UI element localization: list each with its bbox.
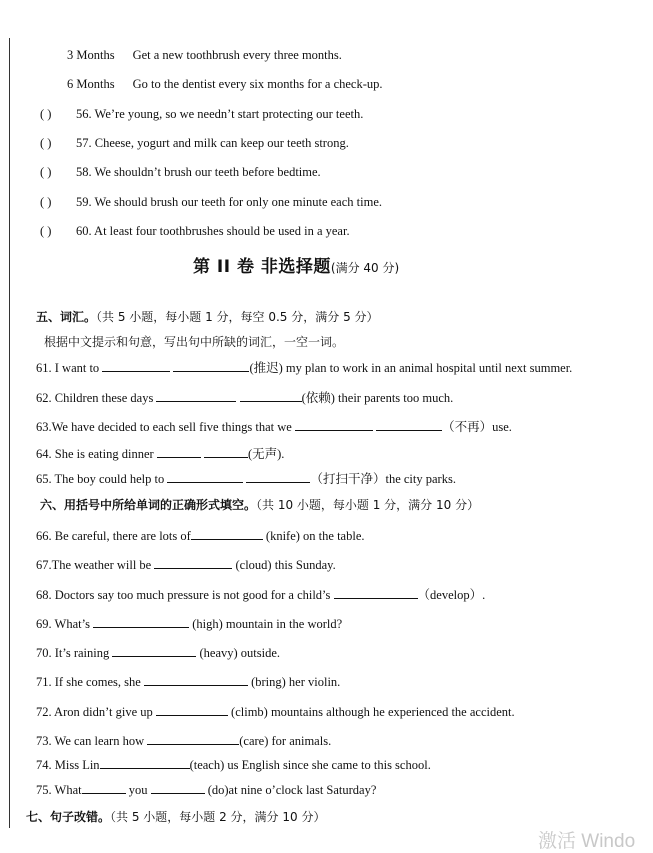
question-text: 71. If she comes, she bbox=[36, 675, 141, 689]
question-text: (teach) us English since she came to this school. bbox=[189, 758, 431, 772]
question-text: 60. At least four toothbrushes should be used in a year. bbox=[76, 224, 350, 238]
question-text: 75. What bbox=[36, 783, 82, 797]
question-text: 67.The weather will be bbox=[36, 558, 152, 572]
answer-blank[interactable] bbox=[112, 644, 196, 657]
answer-blank[interactable] bbox=[204, 445, 248, 458]
question-text: （不再）use. bbox=[442, 420, 512, 434]
answer-blank[interactable] bbox=[156, 389, 236, 402]
question-text: (knife) on the table. bbox=[265, 529, 365, 543]
question-text: (bring) her violin. bbox=[251, 675, 341, 689]
question-text: 56. We’re young, so we needn’t start protecting our teeth. bbox=[76, 107, 364, 121]
question-text: 61. I want to bbox=[36, 361, 100, 375]
schedule-row bbox=[67, 76, 383, 92]
answer-blank[interactable] bbox=[157, 445, 201, 458]
schedule-time: 3 Months bbox=[67, 48, 115, 62]
answer-blank[interactable] bbox=[93, 615, 189, 628]
section-heading-title: 六、用括号中所给单词的正确形式填空。 bbox=[40, 498, 257, 512]
answer-blank[interactable] bbox=[240, 389, 302, 402]
question-text: 68. Doctors say too much pressure is not good for a child’s bbox=[36, 588, 331, 602]
fill-question bbox=[36, 781, 376, 798]
judge-question bbox=[40, 164, 321, 180]
part-score: (满分 40 分) bbox=[330, 261, 400, 275]
answer-blank[interactable] bbox=[334, 586, 418, 599]
schedule-time: 6 Months bbox=[67, 77, 115, 91]
fill-question bbox=[36, 732, 331, 749]
schedule-text: Go to the dentist every six months for a check-up. bbox=[132, 77, 383, 91]
question-text: (heavy) outside. bbox=[199, 646, 281, 660]
question-text: 73. We can learn how bbox=[36, 734, 145, 748]
answer-paren[interactable]: ( ) bbox=[40, 224, 52, 238]
question-text: 65. The boy could help to bbox=[36, 472, 165, 486]
answer-paren[interactable]: ( ) bbox=[40, 136, 52, 150]
fill-question bbox=[36, 470, 456, 487]
question-text: 58. We shouldn’t brush our teeth before bedtime. bbox=[76, 165, 321, 179]
question-text: (do)at nine o’clock last Saturday? bbox=[207, 783, 377, 797]
judge-question bbox=[40, 194, 382, 210]
schedule-row bbox=[67, 47, 342, 63]
question-text: (high) mountain in the world? bbox=[192, 617, 343, 631]
answer-blank[interactable] bbox=[173, 359, 249, 372]
answer-blank[interactable] bbox=[156, 703, 228, 716]
question-text: 69. What’s bbox=[36, 617, 90, 631]
question-text: 62. Children these days bbox=[36, 391, 154, 405]
answer-blank[interactable] bbox=[100, 756, 190, 769]
fill-question bbox=[36, 445, 284, 462]
question-text: (cloud) this Sunday. bbox=[235, 558, 336, 572]
fill-question bbox=[36, 389, 453, 406]
fill-question bbox=[36, 418, 512, 435]
judge-question bbox=[40, 106, 363, 122]
section-heading-title: 七、句子改错。 bbox=[26, 810, 111, 824]
question-text: （打扫干净）the city parks. bbox=[310, 472, 456, 486]
question-text: 74. Miss Lin bbox=[36, 758, 100, 772]
section-heading bbox=[26, 809, 325, 825]
fill-question bbox=[36, 527, 365, 544]
section-heading-info: （共 5 小题，每小题 2 分，满分 10 分） bbox=[110, 810, 326, 824]
question-text: 72. Aron didn’t give up bbox=[36, 705, 153, 719]
part-title bbox=[193, 256, 399, 279]
fill-question bbox=[36, 703, 515, 720]
answer-blank[interactable] bbox=[82, 781, 126, 794]
schedule-text: Get a new toothbrush every three months. bbox=[132, 48, 342, 62]
answer-blank[interactable] bbox=[147, 732, 239, 745]
fill-question bbox=[36, 359, 572, 376]
margin-line bbox=[9, 38, 10, 828]
question-text: （develop）. bbox=[417, 588, 486, 602]
fill-question bbox=[36, 644, 280, 661]
activation-watermark: 激活 Windo bbox=[538, 831, 636, 852]
section-heading-title: 五、词汇。 bbox=[36, 310, 97, 324]
question-text: (无声). bbox=[247, 447, 285, 461]
question-text: you bbox=[128, 783, 148, 797]
answer-blank[interactable] bbox=[144, 673, 248, 686]
question-text: 70. It’s raining bbox=[36, 646, 110, 660]
question-text: 63.We have decided to each sell five things that we bbox=[36, 420, 292, 434]
fill-question bbox=[36, 556, 336, 573]
answer-blank[interactable] bbox=[295, 418, 373, 431]
answer-paren[interactable]: ( ) bbox=[40, 107, 52, 121]
answer-blank[interactable] bbox=[154, 556, 232, 569]
answer-blank[interactable] bbox=[151, 781, 205, 794]
section-heading-info: （共 5 小题，每小题 1 分，每空 0.5 分，满分 5 分） bbox=[96, 310, 379, 324]
section-heading-info: （共 10 小题，每小题 1 分，满分 10 分） bbox=[256, 498, 480, 512]
part-title-text: 第 II 卷 非选择题 bbox=[193, 257, 331, 277]
judge-question bbox=[40, 223, 350, 239]
question-text: (climb) mountains although he experienced the accident. bbox=[231, 705, 515, 719]
question-text: 57. Cheese, yogurt and milk can keep our teeth strong. bbox=[76, 136, 349, 150]
fill-question bbox=[36, 756, 431, 773]
answer-paren[interactable]: ( ) bbox=[40, 165, 52, 179]
answer-blank[interactable] bbox=[102, 359, 170, 372]
section-heading bbox=[40, 497, 479, 513]
question-text: (推迟) my plan to work in an animal hospital until next summer. bbox=[249, 361, 573, 375]
answer-blank[interactable] bbox=[246, 470, 310, 483]
question-text: 59. We should brush our teeth for only one minute each time. bbox=[76, 195, 382, 209]
answer-blank[interactable] bbox=[191, 527, 263, 540]
judge-question bbox=[40, 135, 349, 151]
answer-blank[interactable] bbox=[376, 418, 442, 431]
question-text: (依赖) their parents too much. bbox=[301, 391, 454, 405]
fill-question bbox=[36, 615, 342, 632]
section-heading bbox=[36, 309, 379, 325]
answer-blank[interactable] bbox=[167, 470, 243, 483]
question-text: 64. She is eating dinner bbox=[36, 447, 154, 461]
fill-question bbox=[36, 586, 485, 603]
answer-paren[interactable]: ( ) bbox=[40, 195, 52, 209]
question-text: 66. Be careful, there are lots of bbox=[36, 529, 191, 543]
fill-question bbox=[36, 673, 340, 690]
section-instruction: 根据中文提示和句意，写出句中所缺的词汇，一空一词。 bbox=[44, 335, 345, 349]
question-text: (care) for animals. bbox=[239, 734, 332, 748]
